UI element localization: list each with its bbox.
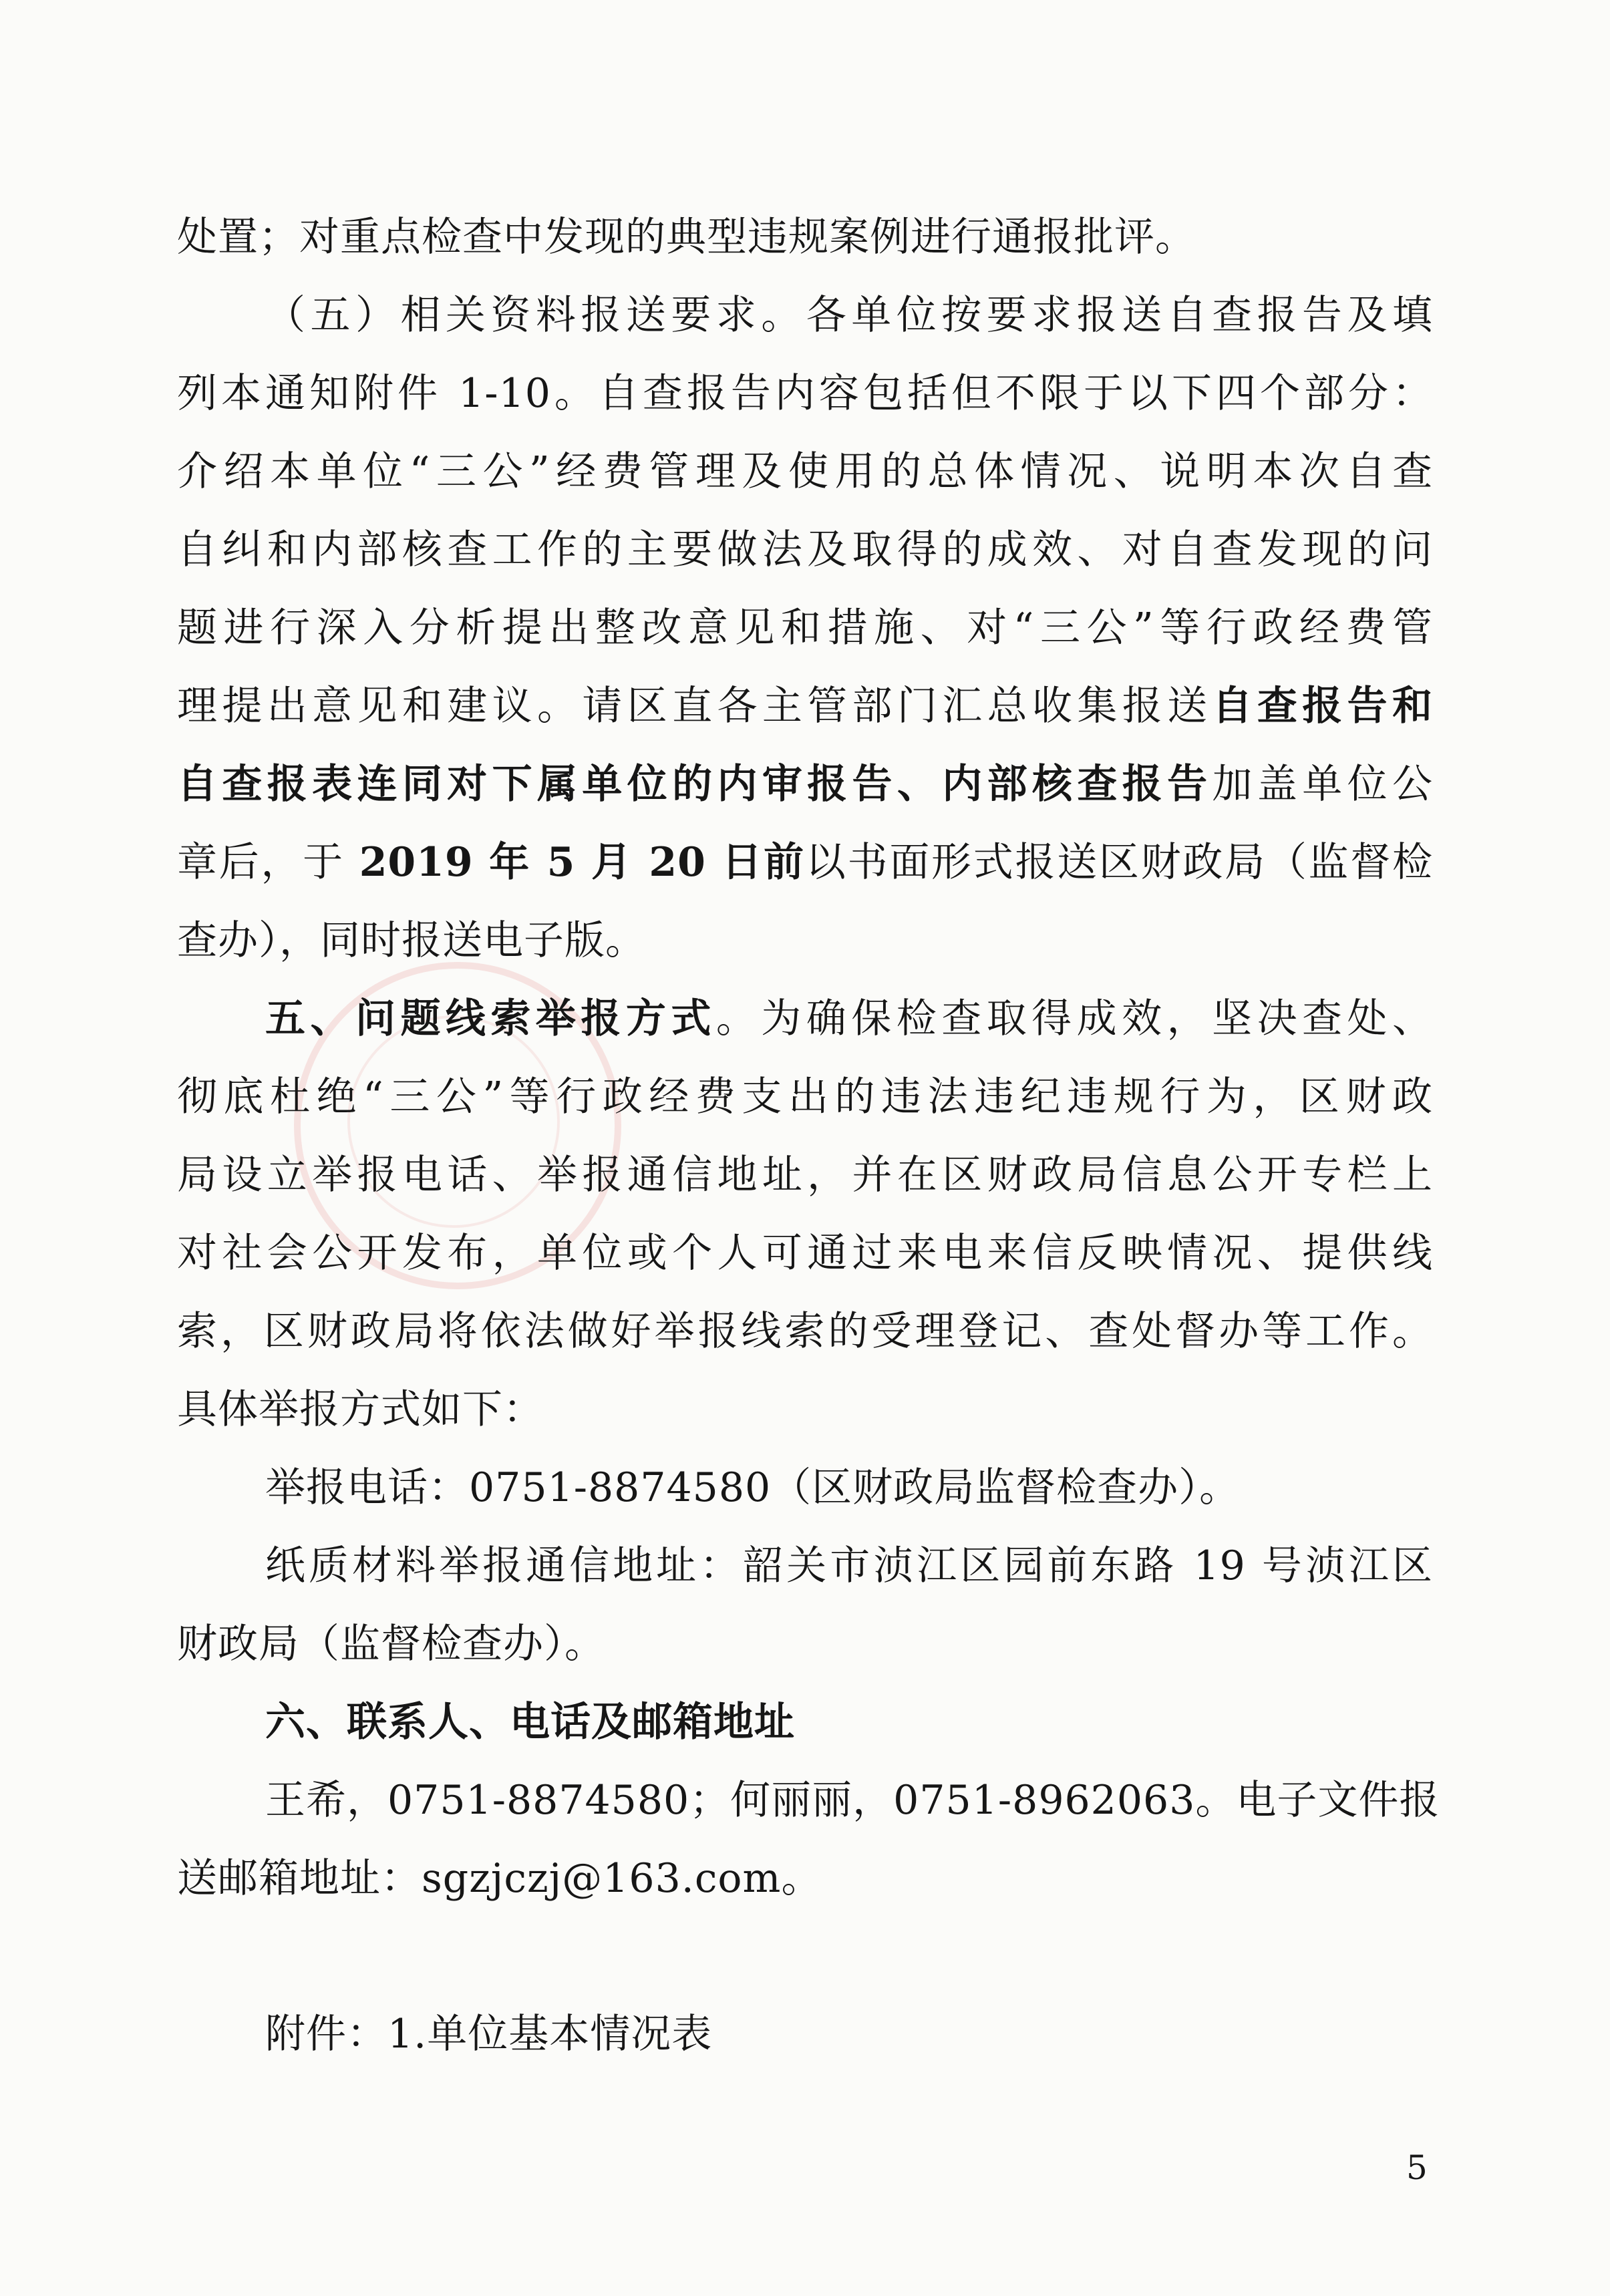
text-line-12 bbox=[177, 1070, 1433, 1124]
bold-text-segment: 2019 年 5 月 20 日前 bbox=[359, 839, 806, 886]
text-line-1 bbox=[177, 210, 1433, 264]
text-segment: 以书面形式报送区财政局（监督检 bbox=[805, 839, 1433, 886]
report-address-line bbox=[265, 1539, 1433, 1593]
text-line-4 bbox=[177, 445, 1433, 498]
text-line-3 bbox=[177, 367, 1433, 420]
attachment-line bbox=[265, 2007, 1433, 2061]
text-segment: 彻底杜绝“三公”等行政经费支出的违法违纪违规行为，区财政 bbox=[177, 1074, 1433, 1120]
text-segment: 财政局（监督检查办）。 bbox=[177, 1621, 605, 1667]
text-segment: 具体举报方式如下： bbox=[177, 1386, 544, 1433]
text-segment: 举报电话：0751-8874580（区财政局监督检查办）。 bbox=[265, 1464, 1241, 1511]
section-heading-six bbox=[265, 1695, 1433, 1749]
text-segment: 题进行深入分析提出整改意见和措施、对“三公”等行政经费管 bbox=[177, 605, 1433, 651]
report-phone-line bbox=[265, 1461, 1433, 1514]
text-line-10 bbox=[177, 914, 1433, 967]
text-segment: 处置；对重点检查中发现的典型违规案例进行通报批评。 bbox=[177, 214, 1196, 261]
text-line-5 bbox=[177, 523, 1433, 577]
text-segment: 查办），同时报送电子版。 bbox=[177, 917, 646, 964]
text-segment: 索，区财政局将依法做好举报线索的受理登记、查处督办等工作。 bbox=[177, 1308, 1433, 1355]
text-segment: 王希，0751-8874580；何丽丽，0751-8962063。电子文件报 bbox=[265, 1777, 1440, 1824]
text-segment: 。为确保检查取得成效，坚决查处、 bbox=[715, 995, 1434, 1042]
text-line-13 bbox=[177, 1148, 1433, 1202]
email-line bbox=[177, 1852, 1433, 1905]
text-line-6 bbox=[177, 601, 1433, 655]
bold-text-segment: 五、问题线索举报方式 bbox=[265, 995, 716, 1042]
text-segment: 理提出意见和建议。请区直各主管部门汇总收集报送 bbox=[177, 683, 1213, 729]
text-line-19 bbox=[177, 1617, 1433, 1671]
section-heading-five bbox=[265, 992, 1433, 1045]
text-segment: 列本通知附件 1-10。自查报告内容包括但不限于以下四个部分： bbox=[177, 370, 1433, 417]
text-line-16 bbox=[177, 1383, 1433, 1436]
text-line-7 bbox=[177, 679, 1433, 733]
text-segment: 章后，于 bbox=[177, 839, 359, 886]
text-segment: 附件：1.单位基本情况表 bbox=[265, 2011, 713, 2058]
page-number: 5 bbox=[1406, 2148, 1428, 2187]
text-line-14 bbox=[177, 1226, 1433, 1280]
contact-line bbox=[265, 1774, 1440, 1827]
text-segment: 自纠和内部核查工作的主要做法及取得的成效、对自查发现的问 bbox=[177, 526, 1433, 573]
bold-text-segment: 自查报告和 bbox=[1212, 683, 1434, 729]
text-segment: 送邮箱地址：sgzjczj@163.com。 bbox=[177, 1855, 822, 1902]
text-segment: 介绍本单位“三公”经费管理及使用的总体情况、说明本次自查 bbox=[177, 448, 1433, 495]
text-line-8 bbox=[177, 758, 1433, 811]
text-segment: 加盖单位公 bbox=[1212, 761, 1434, 808]
text-segment: 局设立举报电话、举报通信地址，并在区财政局信息公开专栏上 bbox=[177, 1152, 1433, 1198]
bold-text-segment: 六、联系人、电话及邮箱地址 bbox=[265, 1699, 795, 1746]
text-segment: （五）相关资料报送要求。各单位按要求报送自查报告及填 bbox=[265, 292, 1433, 339]
text-segment: 纸质材料举报通信地址：韶关市浈江区园前东路 19 号浈江区 bbox=[265, 1542, 1433, 1589]
text-line-15 bbox=[177, 1305, 1433, 1358]
text-segment: 对社会公开发布，单位或个人可通过来电来信反映情况、提供线 bbox=[177, 1230, 1433, 1277]
bold-text-segment: 自查报表连同对下属单位的内审报告、内部核查报告 bbox=[177, 761, 1213, 808]
text-line-2 bbox=[265, 289, 1433, 342]
text-line-9 bbox=[177, 836, 1433, 889]
